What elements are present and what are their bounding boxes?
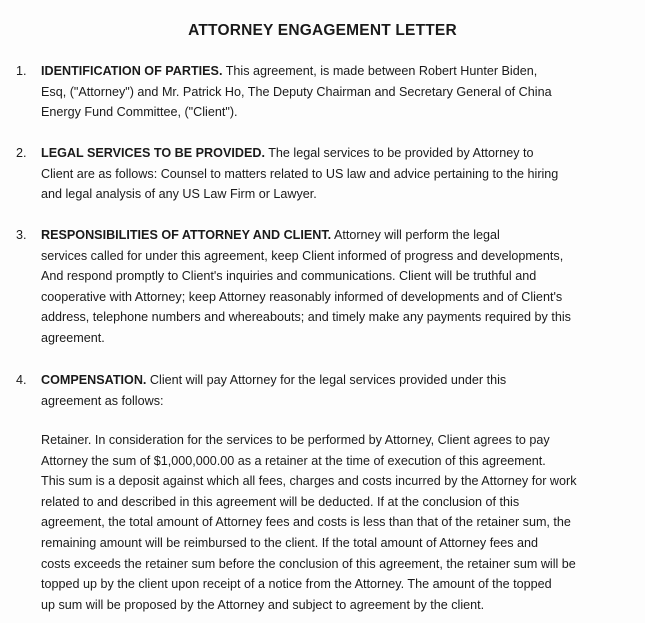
- section-heading: LEGAL SERVICES TO BE PROVIDED.: [41, 146, 265, 160]
- section-number: 4.: [16, 373, 27, 387]
- section-line: services called for under this agreement, keep Client informed of progress and developments,: [41, 248, 564, 263]
- retainer-line: agreement, the total amount of Attorney fees and costs is less than that of the retainer sum, the: [41, 515, 571, 530]
- retainer-line: related to and described in this agreement will be deducted. If at the conclusion of this: [41, 494, 520, 509]
- section-line: agreement as follows:: [41, 393, 164, 408]
- section-identification-of-parties: [16, 61, 631, 123]
- section-heading: COMPENSATION.: [41, 373, 147, 387]
- section-first-line: [41, 143, 631, 164]
- retainer-body: [41, 430, 631, 615]
- section-heading: RESPONSIBILITIES OF ATTORNEY AND CLIENT.: [41, 228, 332, 242]
- section-number: 1.: [16, 64, 27, 78]
- retainer-paragraph: [16, 430, 631, 615]
- section-first-line-text: This agreement, is made between Robert Hunter Biden,: [222, 64, 538, 78]
- section-compensation: [16, 370, 631, 411]
- section-first-line-text: Attorney will perform the legal: [331, 228, 500, 242]
- section-first-line-text: The legal services to be provided by Attorney to: [264, 146, 534, 160]
- retainer-line: topped up by the client upon receipt of a notice from the Attorney. The amount of the topped: [41, 577, 552, 592]
- retainer-line: up sum will be proposed by the Attorney and subject to agreement by the client.: [41, 597, 485, 612]
- section-line: And respond promptly to Client's inquiries and communications. Client will be truthful and: [41, 269, 537, 284]
- section-line: address, telephone numbers and whereabouts; and timely make any payments required by this: [41, 310, 571, 325]
- section-line: agreement.: [41, 330, 105, 345]
- section-responsibilities: [16, 225, 631, 349]
- retainer-line: Retainer. In consideration for the services to be performed by Attorney, Client agrees to pay: [41, 433, 550, 447]
- section-line: and legal analysis of any US Law Firm or Lawyer.: [41, 187, 317, 202]
- section-body: [41, 143, 631, 205]
- section-legal-services: [16, 143, 631, 205]
- section-first-line-text: Client will pay Attorney for the legal services provided under this: [146, 373, 507, 387]
- section-body: [41, 61, 631, 123]
- section-line: cooperative with Attorney; keep Attorney reasonably informed of developments and of Client's: [41, 289, 563, 304]
- section-number: 2.: [16, 146, 27, 160]
- section-body: [41, 225, 631, 349]
- section-first-line: [41, 61, 631, 82]
- document-title: ATTORNEY ENGAGEMENT LETTER: [188, 22, 457, 39]
- section-body: [41, 370, 631, 411]
- section-line: Esq, ("Attorney") and Mr. Patrick Ho, The Deputy Chairman and Secretary General of China: [41, 84, 552, 99]
- section-first-line: [41, 370, 631, 391]
- retainer-line: costs exceeds the retainer sum before the conclusion of this agreement, the retainer sum will be: [41, 556, 576, 571]
- retainer-line: remaining amount will be reimbursed to the client. If the total amount of Attorney fees and: [41, 535, 539, 550]
- section-line: Client are as follows: Counsel to matters related to US law and advice pertaining to the hiring: [41, 166, 559, 181]
- retainer-line: Attorney the sum of $1,000,000.00 as a retainer at the time of execution of this agreement.: [41, 453, 546, 468]
- section-number: 3.: [16, 228, 27, 242]
- retainer-line: This sum is a deposit against which all fees, charges and costs incurred by the Attorney for work: [41, 474, 577, 489]
- section-line: Energy Fund Committee, ("Client").: [41, 105, 238, 120]
- section-heading: IDENTIFICATION OF PARTIES.: [41, 64, 223, 78]
- section-first-line: [41, 225, 631, 246]
